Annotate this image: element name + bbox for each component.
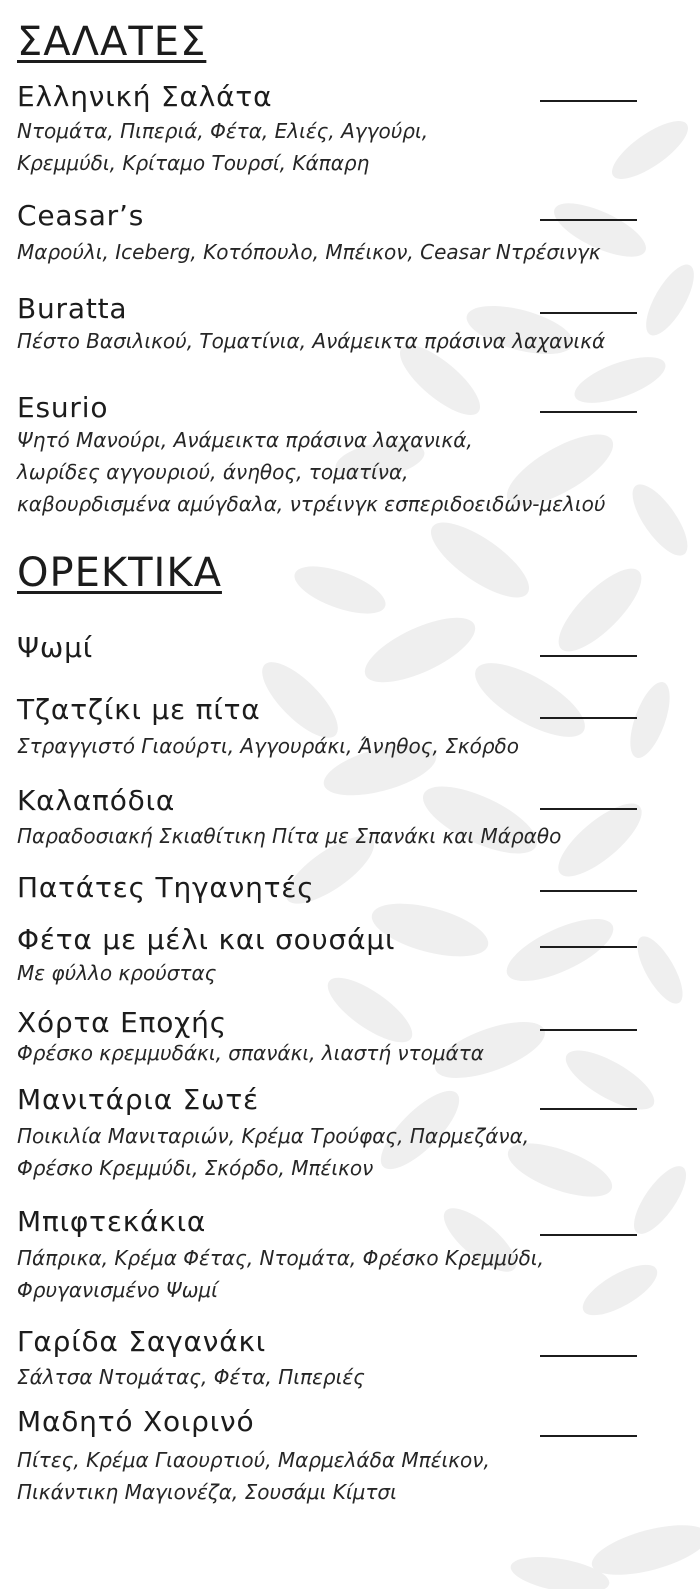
item-desc: Παραδοσιακή Σκιαθίτικη Πίτα με Σπανάκι και Μάραθο — [17, 824, 562, 848]
price-line — [540, 1355, 637, 1357]
item-desc: Πικάντικη Μαγιονέζα, Σουσάμι Κίμτσι — [17, 1480, 397, 1504]
item-desc: Ποικιλία Μανιταριών, Κρέμα Τρούφας, Παρμεζάνα, — [17, 1124, 530, 1148]
item-name-mushrooms: Μανιτάρια Σωτέ — [17, 1083, 259, 1116]
item-name-kalapodia: Καλαπόδια — [17, 784, 176, 817]
item-desc: λωρίδες αγγουριού, άνηθος, τοματίνα, — [17, 460, 409, 484]
price-line — [540, 717, 637, 719]
item-desc: Φρέσκο Κρεμμύδι, Σκόρδο, Μπέικον — [17, 1156, 374, 1180]
price-line — [540, 1029, 637, 1031]
price-line — [540, 100, 637, 102]
price-line — [540, 890, 637, 892]
item-desc: Ντομάτα, Πιπεριά, Φέτα, Ελιές, Αγγούρι, — [17, 119, 429, 143]
price-line — [540, 1108, 637, 1110]
item-desc: Σάλτσα Ντομάτας, Φέτα, Πιπεριές — [17, 1365, 365, 1389]
price-line — [540, 1435, 637, 1437]
item-desc: Πίτες, Κρέμα Γιαουρτιού, Μαρμελάδα Μπέικον, — [17, 1448, 490, 1472]
item-name-shrimp: Γαρίδα Σαγανάκι — [17, 1325, 267, 1358]
item-name-ceasars: Ceasar’s — [17, 199, 145, 232]
section-title-salads: ΣΑΛΑΤΕΣ — [17, 19, 207, 65]
item-desc: Πάπρικα, Κρέμα Φέτας, Ντομάτα, Φρέσκο Κρεμμύδι, — [17, 1246, 544, 1270]
price-line — [540, 808, 637, 810]
price-line — [540, 219, 637, 221]
item-desc: Φρέσκο κρεμμυδάκι, σπανάκι, λιαστή ντομάτα — [17, 1041, 484, 1065]
item-desc: Ψητό Μανούρι, Ανάμεικτα πράσινα λαχανικά, — [17, 428, 473, 452]
item-name-buratta: Buratta — [17, 292, 128, 325]
item-desc: Φρυγανισμένο Ψωμί — [17, 1278, 218, 1302]
item-name-greek-salad: Ελληνική Σαλάτα — [17, 80, 273, 113]
item-name-bread: Ψωμί — [17, 631, 93, 664]
item-name-pulled-pork: Μαδητό Χοιρινό — [17, 1405, 255, 1438]
item-desc: Κρεμμύδι, Κρίταμο Τουρσί, Κάπαρη — [17, 151, 370, 175]
section-title-appetizers: ΟΡΕΚΤΙΚΑ — [17, 550, 222, 596]
item-name-tzatziki: Τζατζίκι με πίτα — [17, 693, 261, 726]
item-desc: Πέστο Βασιλικού, Τοματίνια, Ανάμεικτα πράσινα λαχανικά — [17, 329, 606, 353]
item-name-fries: Πατάτες Τηγανητές — [17, 871, 315, 904]
price-line — [540, 411, 637, 413]
price-line — [540, 1234, 637, 1236]
item-name-biftekakia: Μπιφτεκάκια — [17, 1205, 207, 1238]
price-line — [540, 946, 637, 948]
item-name-horta: Χόρτα Εποχής — [17, 1006, 227, 1039]
item-desc: Μαρούλι, Iceberg, Κοτόπουλο, Μπέικον, Ceasar Ντρέσινγκ — [17, 240, 601, 264]
price-line — [540, 312, 637, 314]
item-desc: Με φύλλο κρούστας — [17, 961, 217, 985]
price-line — [540, 655, 637, 657]
item-name-esurio: Esurio — [17, 391, 109, 424]
item-name-feta-honey: Φέτα με μέλι και σουσάμι — [17, 923, 396, 956]
item-desc: καβουρδισμένα αμύγδαλα, ντρέινγκ εσπεριδοειδών-μελιού — [17, 492, 606, 516]
item-desc: Στραγγιστό Γιαούρτι, Αγγουράκι, Άνηθος, Σκόρδο — [17, 734, 520, 758]
